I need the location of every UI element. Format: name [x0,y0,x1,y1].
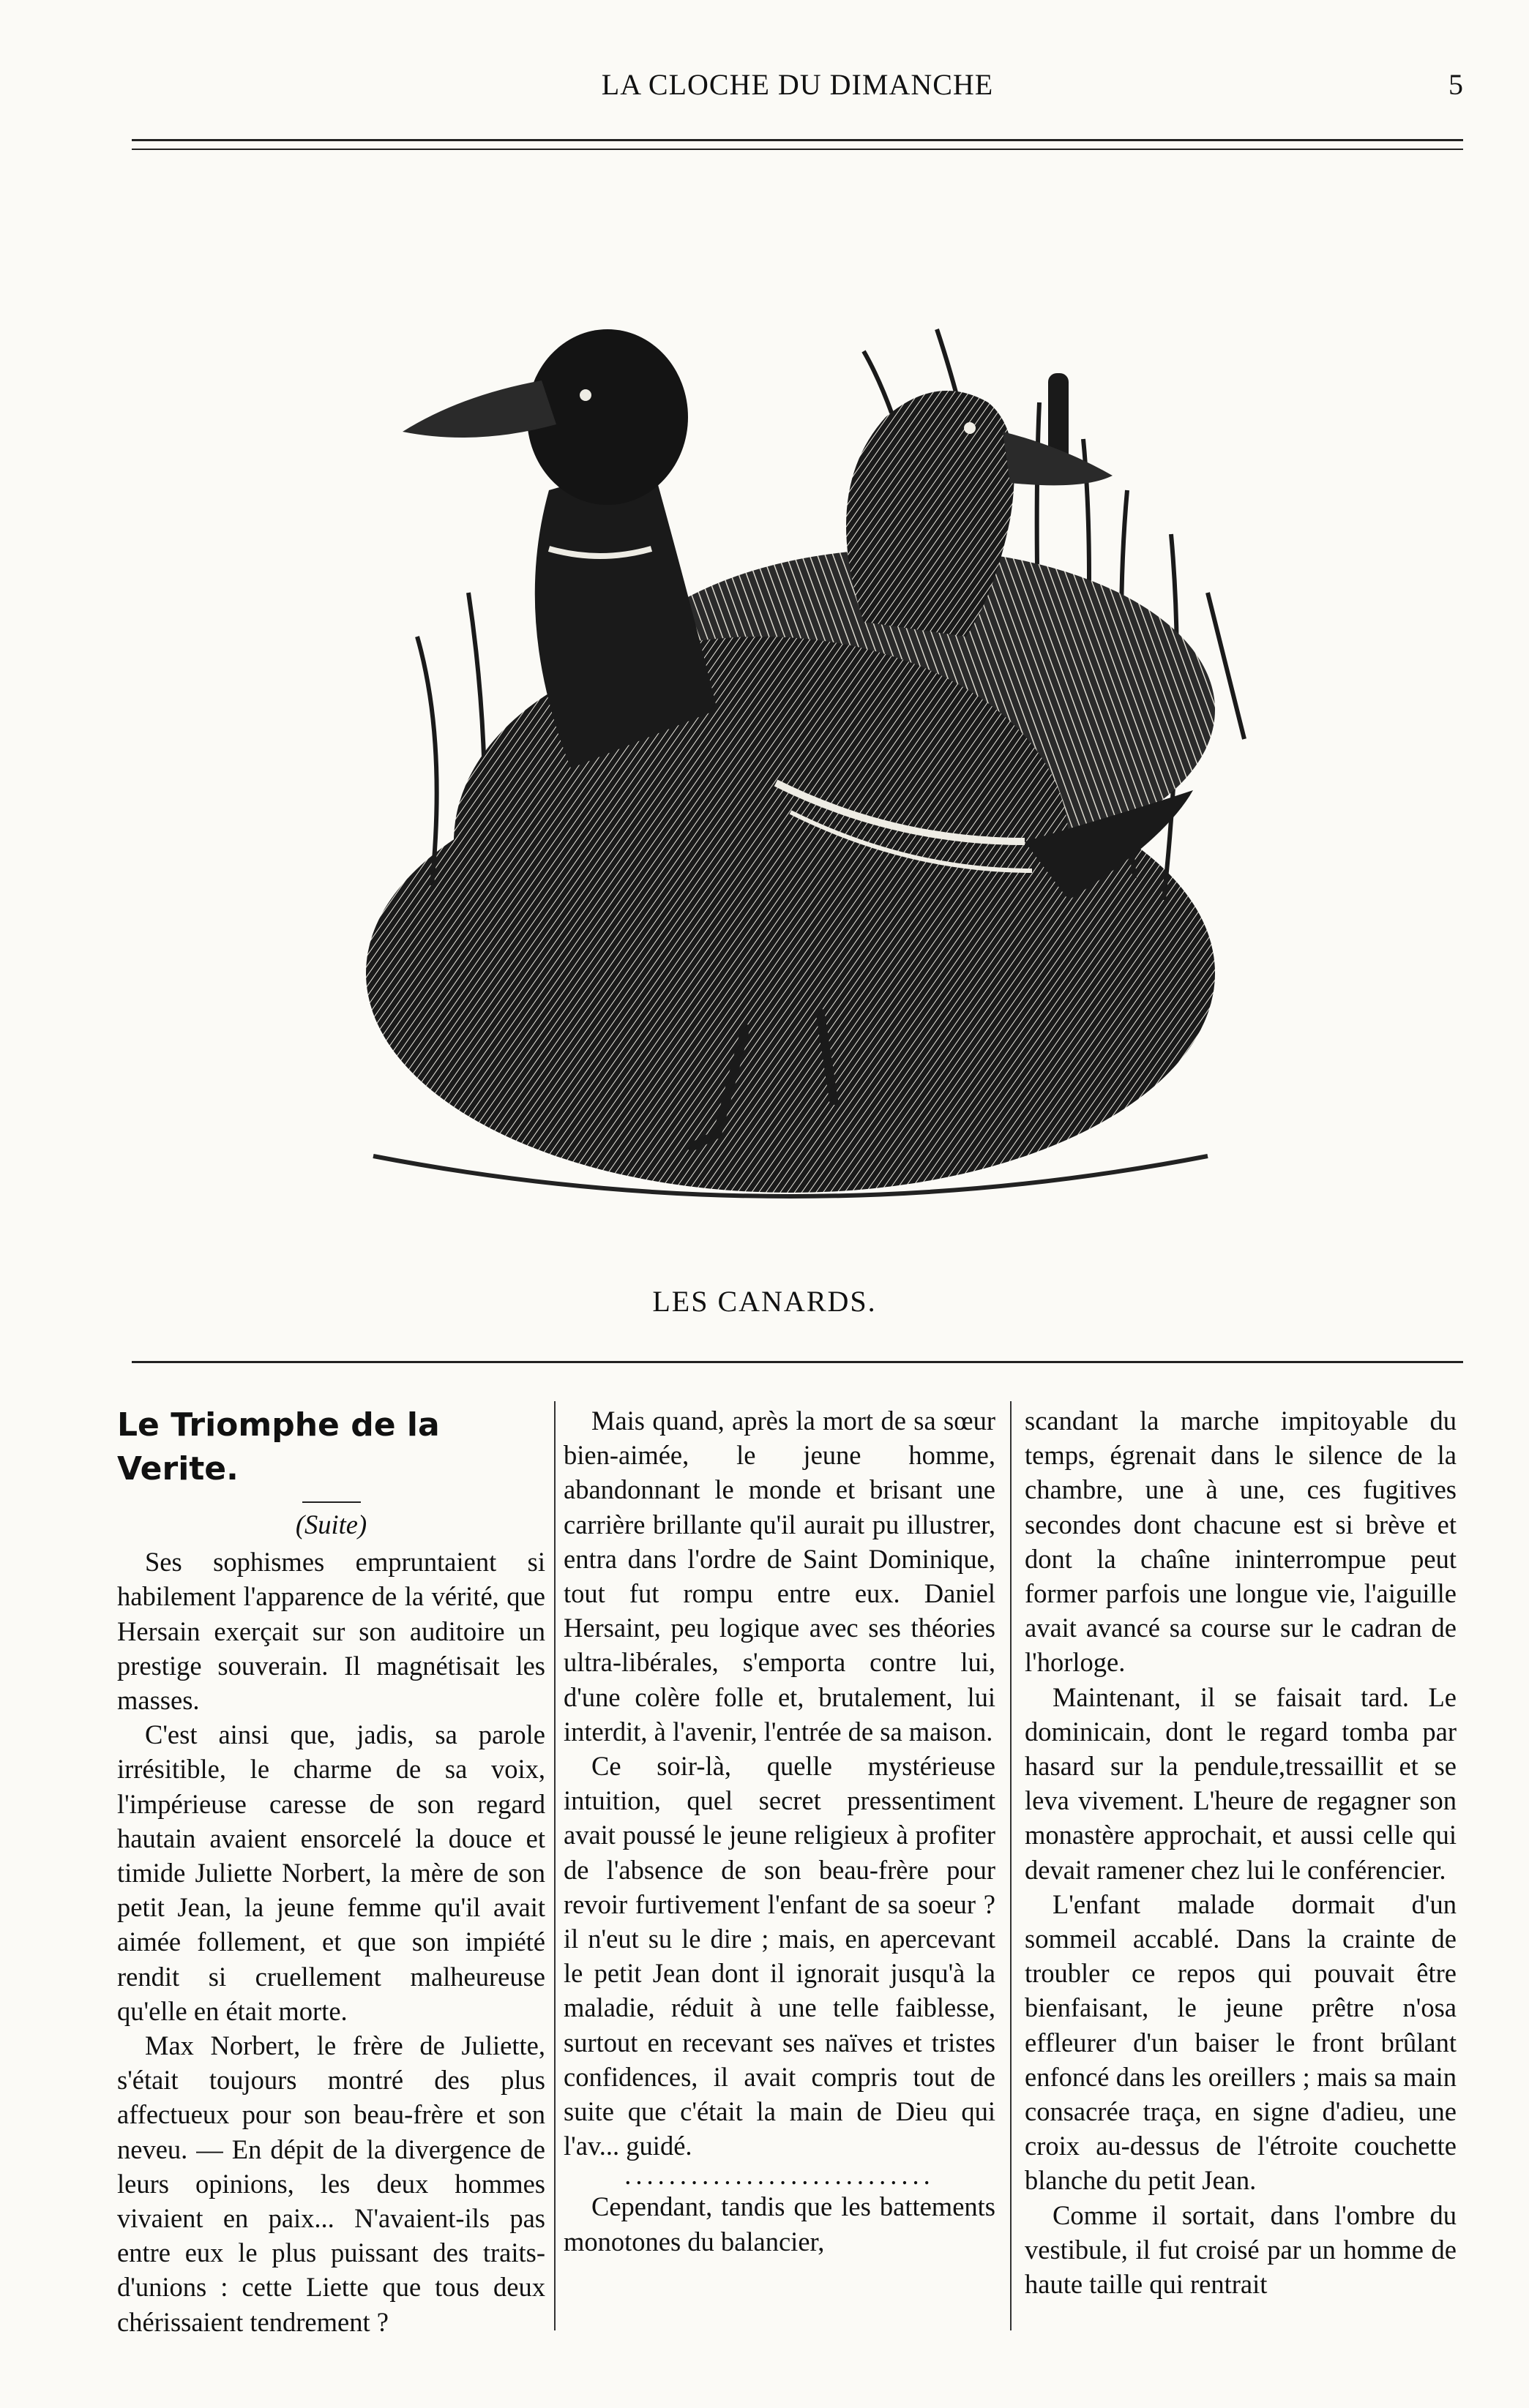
column-divider [554,1401,556,2330]
paragraph: Ce soir-là, quelle mystérieuse intuition, quel secret pressentiment avait poussé le jeune religieux à profiter de l'absence de son beau-frère pour revoir furtivement l'enfant de sa soeur ? il n'eut su le dire ; mais, en apercevant le petit Jean dont il ignorait jusqu'à la maladie, réduit à une telle faiblesse, surtout en recevant ses naïves et tristes confidences, il avait compris tout de suite que c'était la main de Dieu qui l'av... guidé. [564,1751,995,2161]
column-divider [1010,1401,1012,2330]
section-rule [132,1361,1463,1363]
article-title: Le Triomphe de la Verite. [117,1406,440,1488]
paragraph: Mais quand, après la mort de sa sœur bien-aimée, le jeune homme, abandonnant le monde et brisant une carrière brillante qu'il aurait pu illustrer, entra dans l'ordre de Saint Dominique, tout fut rompu entre eux. Daniel Hersaint, peu logique avec ses théories ultra-libérales, s'emporta contre lui, d'une colère folle et, brutalement, lui interdit, à l'avenir, l'entrée de sa maison. [564,1406,995,1747]
article-column-2 [564,1403,995,2259]
page-number: 5 [1448,68,1463,101]
paragraph: C'est ainsi que, jadis, sa parole irrésitible, le charme de sa voix, l'impérieuse caresse de son regard hautain avaient ensorcelé la douce et timide Juliette Norbert, la mère de son petit Jean, la jeune femme qu'il avait aimée follement, et que son impiété rendit si cruellement malheureuse qu'elle en était morte. [117,1719,545,2026]
running-head [132,67,1463,111]
paragraph: Maintenant, il se faisait tard. Le dominicain, dont le regard tomba par hasard sur la pendule,tressaillit et se leva vivement. L'heure de regagner son monastère approchait, et aussi celle qui devait ramener chez lui le conférencier. [1025,1681,1457,1885]
ducks-engraving [307,183,1274,1244]
running-title: LA CLOCHE DU DIMANCHE [601,68,994,101]
paragraph: Max Norbert, le frère de Juliette, s'était toujours montré des plus affectueux pour son beau-frère et son neveu. — En dépit de la divergence de leurs opinions, les deux hommes vivaient en paix... N'avaient-ils pas entre eux le plus puissant des traits-d'unions : cette Liette que tous deux chérissaient tendrement ? [117,2030,545,2337]
paragraph: Comme il sortait, dans l'ombre du vestibule, il fut croisé par un homme de haute taille qui rentrait [1025,2199,1457,2300]
paragraph: Cependant, tandis que les battements monotones du balancier, [564,2191,995,2257]
illustration-caption: LES CANARDS. [652,1285,877,1318]
article-column-3 [1025,1403,1457,2301]
header-rule [132,139,1463,150]
article-subtitle: (Suite) [295,1509,367,1539]
paragraph: L'enfant malade dormait d'un sommeil accablé. Dans la crainte de troubler ce repos qui pouvait être bienfaisant, le jeune prêtre n'osa effleurer d'un baiser le front brûlant enfoncé dans les oreillers ; mais sa main consacrée traça, en signe d'adieu, une croix au-dessus de l'étroite couchette blanche du petit Jean. [1025,1888,1457,2196]
title-rule [302,1501,361,1503]
paragraph: scandant la marche impitoyable du temps, égrenait dans le silence de la chambre, une à une, ces fugitives secondes dont chacune est si brève et dont la chaîne ininterrompue peut former parfois une longue vie, l'aiguille avait avancé sa course sur le cadran de l'horloge. [1025,1406,1457,1678]
dotted-separator: ............................ [624,2164,935,2187]
article-column-1 [117,1403,545,2339]
paragraph: Ses sophismes empruntaient si habilement l'apparence de la vérité, que Hersain exerçait sur son auditoire un prestige souverain. Il magnétisait les masses. [117,1547,545,1716]
